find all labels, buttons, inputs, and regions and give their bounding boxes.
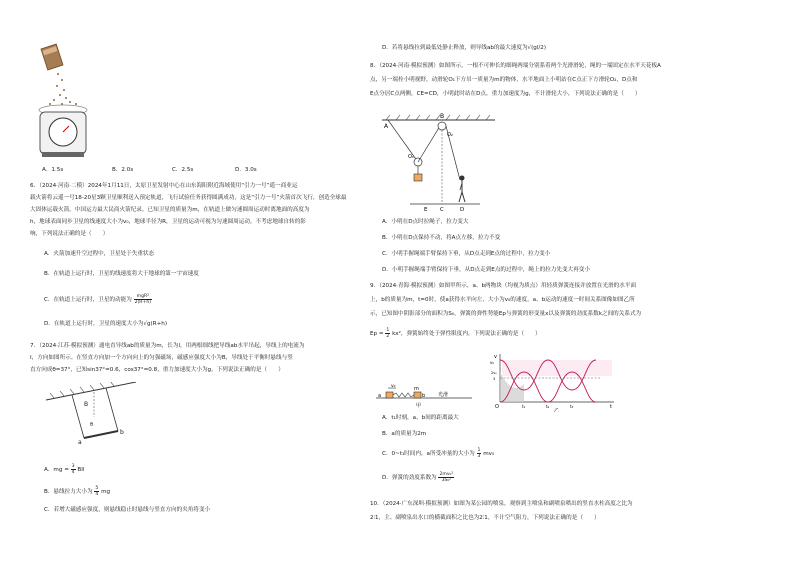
q5-option-a: A．1.5s bbox=[42, 167, 64, 173]
q9-fig-label-v0-axis: v₀ bbox=[490, 360, 494, 365]
q7-stem-line-3: 直方向成θ=37°，已知sin37°=0.6，cos37°=0.8，重力加速度大小为g。下列说法正确的是（ ） bbox=[30, 367, 284, 373]
q7-stem-line-1: 7．（2024·江苏·模拟预测）通电直导线ab的质量为m，长为l，用两根细线把导线ab水平吊起，导线上的电流为 bbox=[30, 343, 305, 349]
q6-stem-line-5: 响，下列说法正确的是（ ） bbox=[30, 231, 109, 237]
q9-fig-label-t2: t₂ bbox=[546, 404, 550, 409]
q9-figure-yi bbox=[490, 350, 620, 412]
q9-stem-line-2: 上，b的质量为m，t=0时，使a获得水平向左、大小为v₀的速度，a、b运动的速度一时间关系图像如图乙所 bbox=[370, 297, 635, 303]
q6-option-b: B．在轨道上运行时，卫星的线速度将大于地球的第一宇宙速度 bbox=[44, 271, 199, 277]
q7-option-c: C．若增大磁感应强度，则悬线稳止时悬线与竖直方向的夹角将变小 bbox=[44, 507, 211, 513]
q7-label-b: B bbox=[84, 401, 89, 408]
q8-stem-line-2: 点，另一端拴小明视野，动滑轮O₁下方吊一质量为m的物体，水平地面上小明站在C点正下方滑轮O₂，D点和 bbox=[370, 77, 638, 83]
q7-label-wire-b: b bbox=[120, 429, 124, 436]
q9-fig-label-m: m bbox=[414, 386, 419, 392]
q6-option-d: D．在轨道上运行时，卫星的速度大小为√g(R+h) bbox=[44, 321, 168, 327]
q9-option-d: D．弹簧的劲度系数为 $\frac{\text{2mv₀²}}{\text{3S₀²}}$ bbox=[382, 472, 454, 483]
q9-fig-label-origin: O bbox=[495, 404, 499, 410]
q5-option-d: D．3.0s bbox=[235, 167, 257, 173]
q7-option-b: B．悬线拉力大小为 $\frac{5}{4}$ mg bbox=[44, 486, 111, 497]
q8-stem-line-1: 8．（2024·河南·模拟预测）如图所示，一根不可伸长的细绳两端分别系着两个光滑滑轮，绳的一端固定在水平天花板A bbox=[370, 63, 661, 69]
q9-fig-label-t3: t₃ bbox=[570, 404, 574, 409]
q9-figure-jia bbox=[376, 378, 476, 408]
q8-label-e: E bbox=[424, 207, 428, 212]
q8-stem-line-3: E点分居C点两侧，CE=CD，小明此时站在D点，重力加速度为g，不计滑轮大小，下列说法正确的是（ ） bbox=[370, 91, 641, 97]
q7-option-a: A．mg = $\frac{3}{4}$ BIl bbox=[44, 464, 85, 475]
q9-option-c: C．0~t₁时间内，a所受冲量的大小为 $\frac{1}{3}$ mv₀ bbox=[382, 448, 495, 459]
q6-stem-line-4: h，地球表面同步卫星的线速度大小为v₀，地球半径为R，卫星的运动可视为匀速圆周运动，不考虑地球自转的影 bbox=[30, 219, 306, 225]
q9-option-a: A．t₁时刻，a、b间的距离最大 bbox=[382, 415, 459, 421]
q8-pulley-figure bbox=[380, 112, 500, 212]
scale-figure bbox=[36, 40, 106, 160]
q6-stem-line-2: 载火箭将云遥一号18-20星3颗卫星顺利送入预定轨道，飞行试验任务获得圆满成功，这是“引力一号”火箭首次飞行，创造全球最 bbox=[30, 195, 347, 201]
q9-fig-label-frac-bot: 3 bbox=[493, 377, 496, 381]
q10-stem-line-2: 2∶1，主、副喷泉出水口的横截面积之比也为2∶1，不计空气阻力，下列说法正确的是（ ） bbox=[370, 515, 600, 521]
q9-fig-label-t1: t₁ bbox=[522, 404, 526, 409]
q9-fig-label-yi: 乙 bbox=[554, 408, 560, 412]
q8-option-c: C．小明手握绳端手臂保持下垂，从D点走到E点的过程中，拉力变小 bbox=[382, 251, 551, 257]
q5-option-b: B．2.0s bbox=[112, 167, 134, 173]
q8-option-a: A．小明在D点时拉绳子，拉力变大 bbox=[382, 219, 469, 225]
q9-fig-label-t: t bbox=[610, 404, 612, 410]
q8-option-b: B．小明在D点保持不动，将A点左移，拉力不变 bbox=[382, 235, 501, 241]
q9-fig-label-v0: v₀ bbox=[391, 384, 396, 389]
q8-label-a: A bbox=[384, 123, 389, 130]
q9-stem-line-3: 示，已知图中阴影部分的面积为S₀，弹簧的弹性势能Ep与弹簧的形变量x以及弹簧的劲度系数k之间的关系式为 bbox=[370, 311, 642, 317]
q9-fig-label-smooth: 光滑 bbox=[438, 392, 449, 398]
q7-label-theta: θ bbox=[90, 422, 94, 428]
q9-fig-label-a: a bbox=[378, 393, 382, 399]
q8-label-c: C bbox=[440, 207, 444, 212]
q8-label-b: B bbox=[440, 113, 445, 120]
q9-stem-line-1: 9．（2024·青海·模拟预测）如图甲所示，a、b两物块（均视为质点）用轻质弹簧连接并放置在光滑的水平面 bbox=[370, 283, 637, 289]
q9-fig-label-jia: 甲 bbox=[416, 403, 422, 408]
q6-stem-line-1: 6．（2024·河南·二模）2024年1月11日，太原卫星发射中心在山东海阳附近海域使用“引力一号”遥一商业运 bbox=[30, 183, 298, 189]
q9-stem-line-4: Ep = $\frac{1}{2}$ kx²，弹簧始终处于弹性限度内，下列说法正确的是（ ） bbox=[370, 328, 541, 339]
q6-option-a: A．火箭加速升空过程中，卫星处于失重状态 bbox=[44, 251, 155, 257]
q8-label-d: D bbox=[460, 207, 465, 212]
q10-stem-line-1: 10．（2024·广东深圳·模拟预测）如图为某公园的喷泉，观察到主喷泉和副喷泉喷出的竖直水柱高度之比为 bbox=[370, 501, 633, 507]
q7-stem-line-2: I，方向如图所示。在竖直方向加一个方向向上的匀强磁场，磁感应强度大小为B，导线处于平衡时悬线与竖 bbox=[30, 355, 293, 361]
q7-wire-figure bbox=[44, 382, 144, 452]
q9-fig-label-v: v bbox=[494, 354, 497, 360]
q6-stem-line-3: 大固体运载火箭，中国运力最大民商火箭纪录。已知卫星的质量为m，在轨道上做匀速圆周运动时离地面的高度为 bbox=[30, 207, 310, 213]
q8-label-o1: O₁ bbox=[408, 154, 414, 160]
q5-option-c: C．2.5s bbox=[172, 167, 194, 173]
q9-fig-label-frac-top: 2v₀ bbox=[491, 371, 497, 375]
q7-label-a: a bbox=[78, 439, 82, 446]
q7-option-d: D．若将悬线拉到最低处静止释放，则导线ab的最大速度为√(gl/2) bbox=[382, 45, 547, 51]
q9-option-b: B．a的质量为2m bbox=[382, 431, 427, 437]
q6-option-c: C．在轨道上运行时，卫星的动能为 $\frac{\text{mgR²}}{2(R+h)}$ bbox=[44, 294, 152, 305]
q9-fig-label-b: b bbox=[422, 393, 426, 399]
q8-option-d: D．小明手握绳端手臂保持下垂，从D点走到E点的过程中，绳上的拉力先变大再变小 bbox=[382, 267, 590, 273]
q8-label-o2: O₂ bbox=[447, 132, 453, 138]
